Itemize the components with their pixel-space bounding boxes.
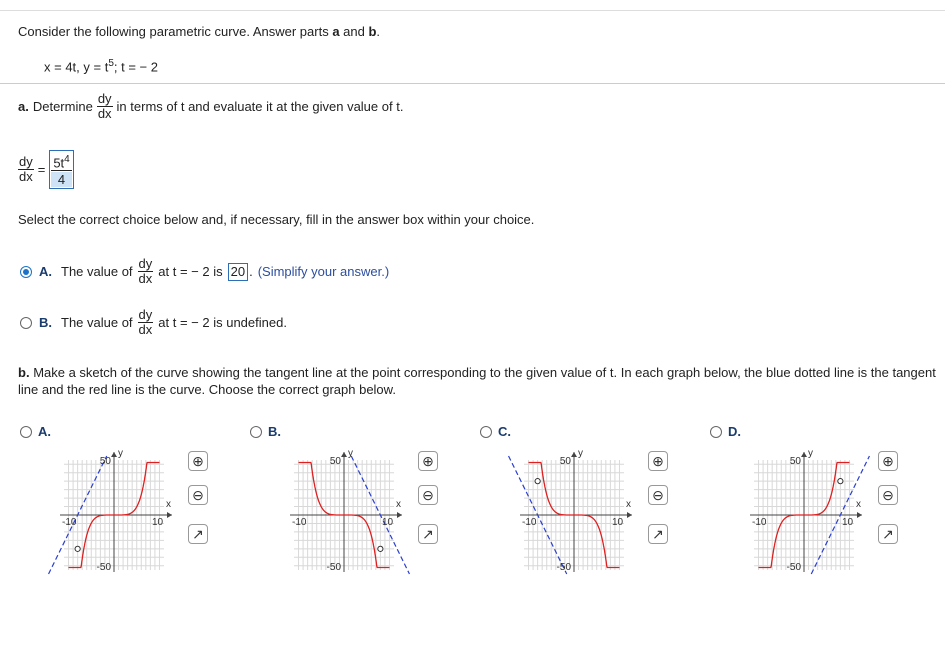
parametric-equation — [44, 58, 158, 74]
y-max-label: 50 — [99, 456, 111, 467]
tangent-point — [75, 546, 80, 551]
choice-b-den: dx — [138, 322, 153, 337]
tangent-point — [535, 479, 540, 484]
intro-post: . — [376, 24, 381, 39]
answer-fraction-box[interactable] — [49, 150, 73, 189]
tangent-point — [838, 479, 843, 484]
graph-option-c-radio[interactable] — [480, 426, 492, 438]
graph-b-plot — [274, 446, 416, 576]
zoom-in-icon[interactable]: ⊕ — [878, 451, 898, 471]
choice-a-answer-box[interactable]: 20 — [228, 263, 248, 281]
graph-d-plot — [734, 446, 876, 576]
y-axis-label: y — [808, 448, 813, 459]
choice-a-pre: The value of — [61, 264, 133, 279]
graph-option-a[interactable] — [20, 424, 51, 439]
popout-icon[interactable]: ↗ — [188, 524, 208, 544]
choice-a-post: . — [249, 264, 253, 279]
zoom-out-icon[interactable]: ⊖ — [188, 485, 208, 505]
choice-b-radio[interactable] — [20, 317, 32, 329]
x-axis-label: x — [856, 499, 861, 510]
x-axis-arrow — [857, 512, 862, 518]
choice-a-letter: A. — [39, 264, 52, 279]
equation-x: x = 4t, y = t — [44, 59, 109, 75]
graph-option-b-letter: B. — [268, 424, 281, 439]
part-b-prompt — [18, 364, 938, 398]
zoom-out-icon[interactable]: ⊖ — [648, 485, 668, 505]
y-max-label: 50 — [329, 456, 341, 467]
zoom-in-icon[interactable]: ⊕ — [648, 451, 668, 471]
dy-dx-fraction — [97, 92, 113, 121]
graph-option-d-letter: D. — [728, 424, 741, 439]
y-axis-label: y — [578, 448, 583, 459]
y-min-label: -50 — [326, 562, 341, 573]
choice-b-row[interactable] — [20, 308, 287, 337]
zoom-out-icon[interactable]: ⊖ — [878, 485, 898, 505]
choice-a-num: dy — [138, 256, 153, 271]
choice-a-den: dx — [138, 271, 153, 286]
graph-option-b[interactable] — [250, 424, 281, 439]
intro-text — [18, 24, 380, 39]
tangent-point — [378, 546, 383, 551]
equation-exp: 5 — [108, 58, 114, 69]
graph-option-c[interactable] — [480, 424, 511, 439]
graph-option-a-radio[interactable] — [20, 426, 32, 438]
x-max-label: 10 — [152, 517, 164, 528]
answer-equals: = — [37, 162, 46, 178]
graph-option-d-radio[interactable] — [710, 426, 722, 438]
answer-lhs-den: dx — [19, 169, 33, 185]
x-min-label: -10 — [292, 517, 307, 528]
popout-icon[interactable]: ↗ — [878, 524, 898, 544]
choice-b-letter: B. — [39, 315, 52, 330]
graph-option-b-radio[interactable] — [250, 426, 262, 438]
y-max-label: 50 — [789, 456, 801, 467]
y-min-label: -50 — [786, 562, 801, 573]
answer-num-base: 5t — [53, 155, 65, 171]
simplify-hint: (Simplify your answer.) — [257, 264, 390, 279]
part-a-prompt — [18, 92, 403, 121]
x-axis-arrow — [627, 512, 632, 518]
part-b-label: b. — [18, 365, 30, 380]
top-divider — [0, 10, 945, 11]
part-b-text: Make a sketch of the curve showing the tangent line at the point corresponding to the given value of t. In each graph below, the blue dotted line is the tangent line and the red line is the curve. Choose the correct graph below. — [18, 365, 936, 397]
choice-b-pre: The value of — [61, 315, 133, 330]
y-min-label: -50 — [96, 562, 111, 573]
y-axis-label: y — [348, 448, 353, 459]
x-max-label: 10 — [382, 517, 394, 528]
intro-a: a — [332, 24, 340, 39]
x-max-label: 10 — [842, 517, 854, 528]
x-axis-label: x — [166, 499, 171, 510]
y-axis-arrow — [111, 452, 117, 457]
x-min-label: -10 — [62, 517, 77, 528]
choice-b-fraction — [138, 308, 154, 337]
answer-denominator: 4 — [51, 172, 71, 187]
answer-num-exp: 4 — [64, 154, 70, 165]
zoom-out-icon[interactable]: ⊖ — [418, 485, 438, 505]
answer-numerator — [51, 152, 71, 171]
graph-option-c-letter: C. — [498, 424, 511, 439]
equation-rest: ; t = − 2 — [113, 59, 158, 75]
choice-instruction: Select the correct choice below and, if necessary, fill in the answer box within your choice. — [18, 212, 535, 227]
graph-a-plot — [44, 446, 186, 576]
x-min-label: -10 — [752, 517, 767, 528]
graph-c-plot — [504, 446, 646, 576]
section-divider — [0, 83, 945, 84]
answer-lhs-num: dy — [19, 154, 33, 170]
x-axis-label: x — [626, 499, 631, 510]
x-min-label: -10 — [522, 517, 537, 528]
derivative-answer — [18, 150, 74, 189]
y-min-label: -50 — [556, 562, 571, 573]
choice-a-mid: at t = − 2 is — [158, 264, 223, 279]
frac-den: dx — [97, 106, 112, 121]
graph-option-a-letter: A. — [38, 424, 51, 439]
part-a-determine: Determine — [32, 99, 93, 114]
x-axis-label: x — [396, 499, 401, 510]
answer-lhs-fraction — [18, 155, 34, 184]
y-axis-label: y — [118, 448, 123, 459]
x-max-label: 10 — [612, 517, 624, 528]
part-a-rest: in terms of t and evaluate it at the given value of t. — [116, 99, 404, 114]
y-max-label: 50 — [559, 456, 571, 467]
intro-pre: Consider the following parametric curve. Answer parts — [18, 24, 333, 39]
zoom-in-icon[interactable]: ⊕ — [418, 451, 438, 471]
y-axis-arrow — [801, 452, 807, 457]
choice-a-fraction — [138, 257, 154, 286]
intro-mid: and — [339, 24, 369, 39]
popout-icon[interactable]: ↗ — [418, 524, 438, 544]
y-axis-arrow — [571, 452, 577, 457]
choice-b-num: dy — [138, 307, 153, 322]
part-a-label: a. — [18, 99, 29, 114]
choice-b-mid: at t = − 2 is undefined. — [158, 315, 287, 330]
graph-option-d[interactable] — [710, 424, 741, 439]
choice-a-radio[interactable] — [20, 266, 32, 278]
popout-icon[interactable]: ↗ — [648, 524, 668, 544]
frac-num: dy — [97, 91, 112, 106]
intro-b: b — [368, 24, 377, 39]
x-axis-arrow — [167, 512, 172, 518]
x-axis-arrow — [397, 512, 402, 518]
choice-a-row[interactable] — [20, 257, 389, 286]
zoom-in-icon[interactable]: ⊕ — [188, 451, 208, 471]
y-axis-arrow — [341, 452, 347, 457]
